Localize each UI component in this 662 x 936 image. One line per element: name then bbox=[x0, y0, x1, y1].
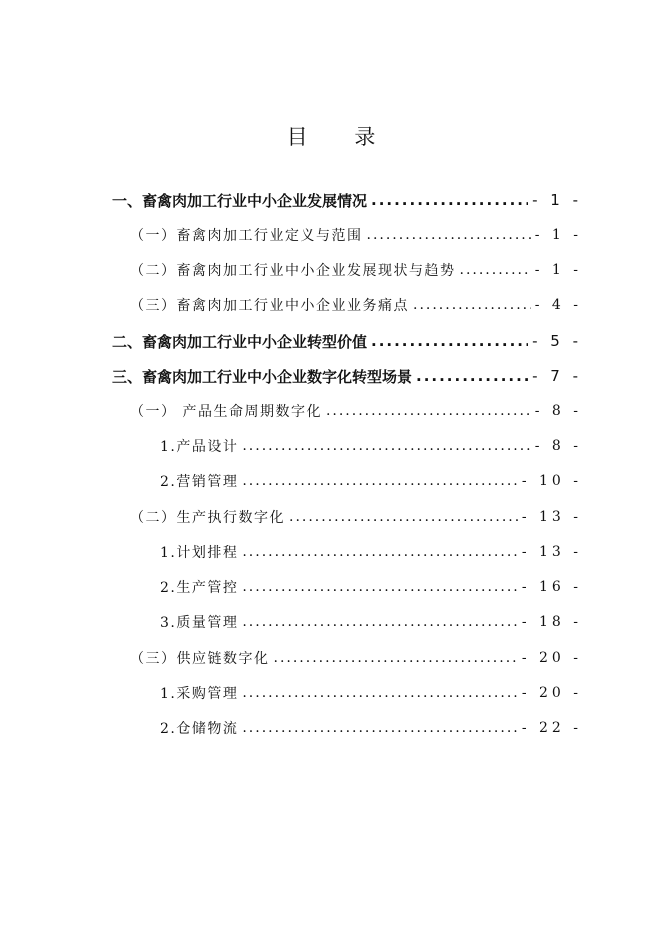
toc-entry-page: - 5 - bbox=[532, 332, 582, 350]
dot-leader bbox=[326, 399, 531, 423]
toc-entry-title: 2.仓储物流 bbox=[160, 721, 239, 737]
toc-entry-title: 1.采购管理 bbox=[160, 686, 239, 702]
toc-entry-page: - 13 - bbox=[521, 509, 582, 525]
dot-leader bbox=[242, 469, 517, 493]
toc-entry-title: （一） 产品生命周期数字化 bbox=[130, 404, 322, 420]
toc-entry[interactable] bbox=[160, 434, 582, 458]
toc-entry-page: - 1 - bbox=[532, 191, 582, 209]
toc-entry-title: （一）畜禽肉加工行业定义与范围 bbox=[130, 228, 363, 244]
toc-entry-page: - 16 - bbox=[521, 579, 582, 595]
toc-entry-title: 三、畜禽肉加工行业中小企业数字化转型场景 bbox=[112, 367, 413, 386]
toc-entry[interactable] bbox=[130, 646, 582, 670]
dot-leader bbox=[371, 188, 528, 212]
toc-entry-title: （三）供应链数字化 bbox=[130, 651, 270, 667]
dot-leader bbox=[242, 575, 517, 599]
toc-entry-title: 1.计划排程 bbox=[160, 545, 239, 561]
toc-entry[interactable] bbox=[130, 399, 582, 423]
toc-entry-page: - 1 - bbox=[534, 227, 582, 243]
toc-entry-title: （二）生产执行数字化 bbox=[130, 510, 285, 526]
toc-entry-title: （三）畜禽肉加工行业中小企业业务痛点 bbox=[130, 298, 409, 314]
toc-entry[interactable] bbox=[160, 575, 582, 599]
dot-leader bbox=[367, 223, 531, 247]
toc-entry[interactable] bbox=[112, 188, 582, 212]
toc-entry-title: 一、畜禽肉加工行业中小企业发展情况 bbox=[112, 191, 368, 210]
toc-entry-page: - 1 - bbox=[534, 262, 582, 278]
dot-leader bbox=[460, 258, 531, 282]
toc-entry-page: - 10 - bbox=[521, 473, 582, 489]
toc-entry[interactable] bbox=[160, 540, 582, 564]
toc-entry-page: - 20 - bbox=[521, 685, 582, 701]
toc-entry[interactable] bbox=[160, 716, 582, 740]
toc-entry[interactable] bbox=[130, 293, 582, 317]
toc-entry-title: 2.营销管理 bbox=[160, 474, 239, 490]
dot-leader bbox=[289, 505, 518, 529]
toc-entry-title: 二、畜禽肉加工行业中小企业转型价值 bbox=[112, 332, 368, 351]
toc-title: 目 录 bbox=[286, 125, 396, 149]
toc-entry-page: - 20 - bbox=[521, 650, 582, 666]
toc-entry[interactable] bbox=[130, 223, 582, 247]
toc-entry[interactable] bbox=[160, 469, 582, 493]
toc-entry-title: 1.产品设计 bbox=[160, 439, 239, 455]
toc-entry-title: （二）畜禽肉加工行业中小企业发展现状与趋势 bbox=[130, 263, 456, 279]
toc-entry[interactable] bbox=[112, 364, 582, 388]
toc-entry-title: 2.生产管控 bbox=[160, 580, 239, 596]
toc-entry-title: 3.质量管理 bbox=[160, 615, 239, 631]
dot-leader bbox=[274, 646, 518, 670]
dot-leader bbox=[413, 293, 531, 317]
toc-entry-page: - 7 - bbox=[532, 367, 582, 385]
toc-entry[interactable] bbox=[160, 681, 582, 705]
dot-leader bbox=[242, 610, 517, 634]
toc-entry-page: - 13 - bbox=[521, 544, 582, 560]
toc-entry-page: - 22 - bbox=[521, 720, 582, 736]
toc-entry[interactable] bbox=[130, 505, 582, 529]
toc-entry-page: - 8 - bbox=[534, 403, 582, 419]
dot-leader bbox=[242, 681, 517, 705]
toc-entry[interactable] bbox=[130, 258, 582, 282]
dot-leader bbox=[242, 434, 530, 458]
toc-entry[interactable] bbox=[160, 610, 582, 634]
toc-entry[interactable] bbox=[112, 329, 582, 353]
dot-leader bbox=[242, 540, 517, 564]
dot-leader bbox=[416, 364, 528, 388]
dot-leader bbox=[371, 329, 528, 353]
toc-entry-page: - 4 - bbox=[534, 297, 582, 313]
toc-entry-page: - 8 - bbox=[534, 438, 582, 454]
toc-entry-page: - 18 - bbox=[521, 614, 582, 630]
dot-leader bbox=[242, 716, 517, 740]
